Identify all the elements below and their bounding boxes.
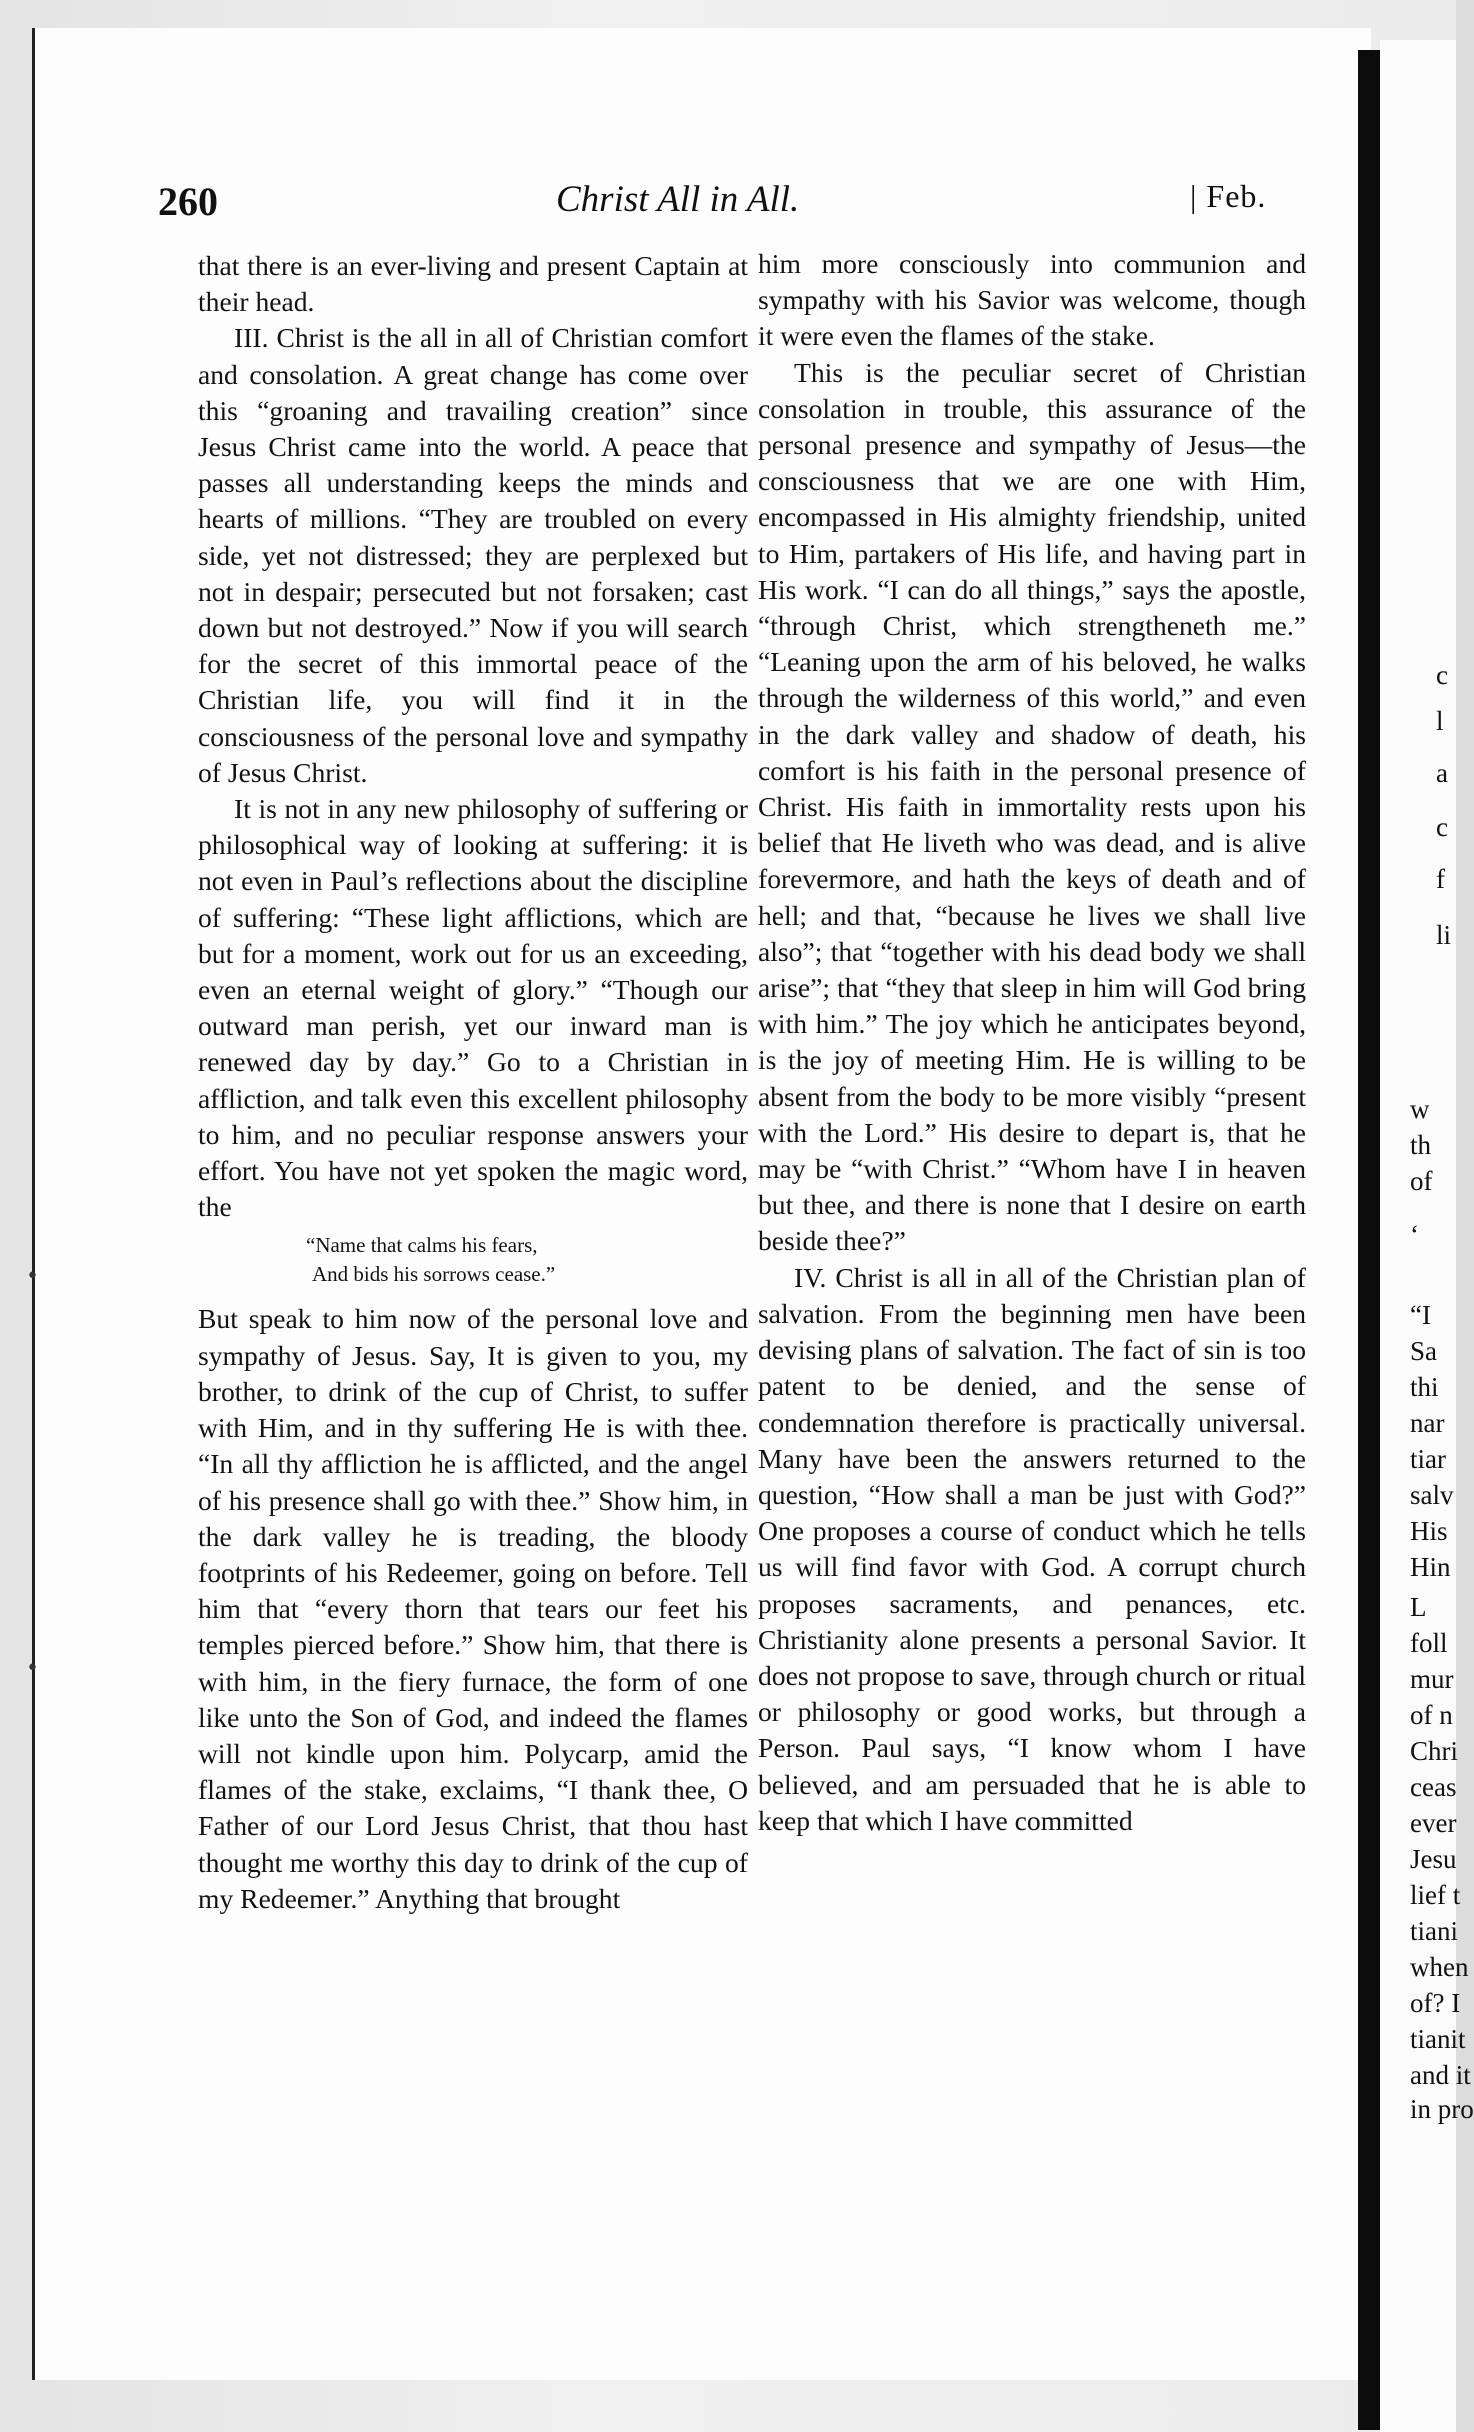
adjacent-page-fragment: lief t [1410, 1880, 1461, 1910]
adjacent-page-fragment: Jesu [1410, 1844, 1457, 1874]
adjacent-page-fragment: tianit [1410, 2024, 1466, 2054]
adjacent-page-fragment: of n [1410, 1700, 1453, 1730]
adjacent-page-fragment: mur [1410, 1664, 1454, 1694]
adjacent-page-fragment: l [1436, 706, 1444, 736]
book-spine [1358, 50, 1380, 2430]
adjacent-page-fragment: tiani [1410, 1916, 1458, 1946]
adjacent-page-fragment: “I [1410, 1300, 1431, 1330]
adjacent-page-fragment: and it [1410, 2060, 1471, 2090]
verse-quote [306, 1231, 748, 1289]
adjacent-page-fragment: f [1436, 864, 1445, 894]
paragraph: But speak to him now of the personal love and sympathy of Jesus. Say, It is given to you, my brother, to drink of the cup of Christ, to suffer with Him, and in thy suffering He is with thee. “In all thy affliction he is afflicted, and the angel of his presence shall go with thee.” Show him, in the dark valley he is treading, the bloody footprints of his Redeemer, going on before. Tell him that “every thorn that tears our feet his temples pierced before.” Show him, that there is with him, in the fiery furnace, the form of one like unto the Son of God, and indeed the flames will not kindle upon him. Polycarp, amid the flames of the stake, exclaims, “I thank thee, O Father of our Lord Jesus Christ, that thou hast thought me worthy this day to drink of the cup of my Redeemer.” Anything that brought [198, 1303, 748, 1914]
paragraph: It is not in any new philosophy of suffering or philosophical way of looking at suffering: it is not even in Paul’s reflections about the discipline of suffering: “These light afflictions, which are but for a moment, work out for us an exceeding, even an eternal weight of glory.” “Though our outward man perish, yet our inward man is renewed day by day.” Go to a Christian in affliction, and talk even this excellent philosophy to him, and no peculiar response answers your effort. You have not yet spoken the magic word, the [198, 793, 748, 1223]
adjacent-page-fragment: li [1436, 920, 1452, 950]
adjacent-page-fragment: when [1410, 1952, 1469, 1982]
adjacent-page-fragment: ‘ [1410, 1220, 1419, 1250]
adjacent-page-fragment: salv [1410, 1480, 1454, 1510]
paragraph: that there is an ever-living and present Captain at their head. [198, 250, 748, 318]
adjacent-page-fragment: foll [1410, 1628, 1448, 1658]
adjacent-page-fragment: nar [1410, 1408, 1445, 1438]
adjacent-page-fragment: Chri [1410, 1736, 1459, 1766]
adjacent-page-fragment: thi [1410, 1372, 1439, 1402]
adjacent-page-edge [1380, 40, 1474, 2432]
adjacent-page-fragment: L [1410, 1592, 1427, 1622]
adjacent-page-fragment: in pro [1410, 2094, 1474, 2124]
adjacent-page-fragment: His [1410, 1516, 1448, 1546]
paragraph: This is the peculiar secret of Christian consolation in trouble, this assurance of the personal presence and sympathy of Jesus—the consciousness that we are one with Him, encompassed in His almighty friendship, united to Him, partakers of His life, and having part in His work. “I can do all things,” says the apostle, “through Christ, which strengtheneth me.” “Leaning upon the arm of his beloved, he walks through the wilderness of this world,” and even in the dark valley and shadow of death, his comfort is his faith in the personal presence of Christ. His faith in immortality rests upon his belief that He liveth who was dead, and is alive forevermore, and hath the keys of death and of hell; and that, “because he lives we shall live also”; that “together with his dead body we shall arise”; that “they that sleep in him will God bring with him.” The joy which he anticipates beyond, is the joy of meeting Him. He is willing to be absent from the body to be more visibly “present with the Lord.” His desire to depart is, that he may be “with Christ.” “Whom have I in heaven but thee, and there is none that I desire on earth beside thee?” [758, 356, 1306, 1257]
scan-dot: • [26, 1656, 39, 1681]
paragraph: IV. Christ is all in all of the Christian plan of salvation. From the beginning men have been devising plans of salvation. The fact of sin is too patent to be denied, and the sense of condemnation therefore is practically universal. Many have been the answers returned to the question, “How shall a man be just with God?” One proposes a course of conduct which he tells us will find favor with God. A corrupt church proposes sacraments, and penances, etc. Christianity alone presents a personal Savior. It does not propose to save, through church or ritual or philosophy or good works, but through a Person. Paul says, “I know whom I have believed, and am persuaded that he is able to keep that which I have committed [758, 1261, 1306, 1836]
adjacent-page-fragment: ever [1410, 1808, 1457, 1838]
adjacent-page-fragment: w [1410, 1094, 1430, 1124]
right-column [758, 246, 1306, 1839]
page-number: 260 [158, 179, 218, 224]
adjacent-page-fragment: Sa [1410, 1336, 1437, 1366]
running-title: Christ All in All. [556, 179, 800, 220]
adjacent-page-fragment: ceas [1410, 1772, 1457, 1802]
adjacent-page-fragment: th [1410, 1130, 1432, 1160]
adjacent-page-fragment: a [1436, 758, 1448, 788]
running-section-tag: | Feb. [1190, 178, 1267, 214]
adjacent-page-fragment: Hin [1410, 1552, 1451, 1582]
left-column [198, 248, 748, 1917]
adjacent-page-fragment: c [1436, 812, 1448, 842]
adjacent-page-fragment: of? I [1410, 1988, 1461, 2018]
adjacent-page-fragment: c [1436, 660, 1448, 690]
verse-line: “Name that calms his fears, [306, 1233, 538, 1258]
scan-dot: • [26, 1264, 39, 1289]
adjacent-page-fragment: tiar [1410, 1444, 1446, 1474]
paragraph: III. Christ is the all in all of Christian comfort and consolation. A great change has come over this “groaning and travailing creation” since Jesus Christ came into the world. A peace that passes all understanding keeps the minds and hearts of millions. “They are troubled on every side, yet not distressed; they are perplexed but not in despair; persecuted but not forsaken; cast down but not destroyed.” Now if you will search for the secret of this immortal peace of the Christian life, you will find it in the consciousness of the personal love and sympathy of Jesus Christ. [198, 322, 748, 788]
adjacent-page-fragment: of [1410, 1166, 1433, 1196]
paragraph: him more consciously into communion and sympathy with his Savior was welcome, though it were even the flames of the stake. [758, 248, 1306, 352]
verse-line: And bids his sorrows cease.” [312, 1262, 556, 1287]
